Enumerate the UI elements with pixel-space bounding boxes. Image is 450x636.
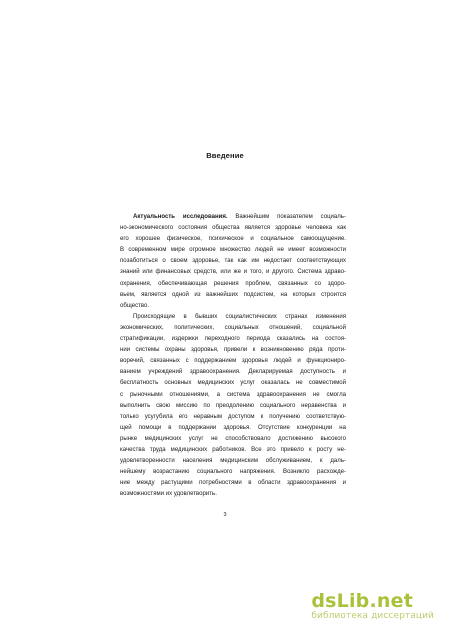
paragraph-line: щей помощи в поддержании здоровья. Отсутствие конкуренции на [120, 424, 346, 431]
paragraph-line: нии системы охраны здоровья, привели к возникновению ряда проти- [120, 347, 346, 354]
paragraph-line: В современном мире огромное множество людей не имеет возможности [120, 247, 346, 254]
paragraph-line: стратификации, издержки переходного периода сказались на состоя- [120, 336, 346, 343]
paragraph-1-line-1 [120, 212, 346, 223]
paragraph-line: качества труда медицинских работников. Все это привело к росту не- [120, 446, 346, 453]
paragraph-line: его хорошее физическое, психическое и социальное самоощущение. [120, 236, 346, 243]
body-text [120, 212, 346, 500]
paragraph-line: Происходящие в бывших социалистических странах изменения [133, 313, 346, 320]
paragraph-line: бесплатность основных медицинских услуг оказалась не совместимой [120, 380, 346, 387]
paragraph-line: но-экономического состояния общества является здоровье человека как [120, 225, 346, 232]
paragraph-line: знаний или финансовых средств, или же и того, и другого. Система здраво- [120, 269, 346, 276]
paragraph-lead: Актуальность исследования. [133, 214, 228, 220]
watermark [311, 591, 434, 622]
paragraph-line: возможностями их удовлетворить. [120, 491, 217, 498]
paragraph-line: ние между растущими потребностями в области здравоохранения и [120, 480, 346, 487]
paragraph-line: удовлетворенности населения медицинским обслуживанием, к даль- [120, 458, 346, 465]
page-number: 3 [223, 512, 227, 518]
watermark-subtitle: библиотека диссертаций [311, 611, 434, 621]
paragraph-line: нейшему возрастанию социального напряжения. Возникло расхожде- [120, 469, 346, 476]
section-heading: Введение [206, 151, 244, 160]
paragraph-line: только усугубила его неравным доступом к получению соответствую- [120, 413, 346, 420]
paragraph-line: позаботиться о своем здоровье, так как им недостает соответствующих [120, 258, 346, 265]
paragraph-line: общество. [120, 302, 150, 309]
paragraph-line: выполнить свою миссию по преодолению социального неравенства и [120, 402, 346, 409]
paragraph-line: экономических, политических, социальных отношений, социальной [120, 324, 346, 331]
paragraph-line: ванием учреждений здравоохранения. Декларируемая доступность и [120, 369, 346, 376]
paragraph-line: вьем, является одной из важнейших подсистем, на которых строится [120, 291, 346, 298]
paragraph-line: рынке медицинских услуг не способствовало достижению высокого [120, 435, 346, 442]
paragraph-line: с рыночными отношениями, а система здравоохранения не смогла [120, 391, 346, 398]
paragraph-line: охранения, обеспечивающая решения проблем, связанных со здоро- [120, 280, 346, 287]
paragraph-line: воречий, связанных с поддержанием здоровья людей и функциониро- [120, 358, 346, 365]
watermark-logo: dsLib.net [311, 590, 413, 612]
paragraph-text: Важнейшим показателем социаль- [227, 214, 346, 220]
